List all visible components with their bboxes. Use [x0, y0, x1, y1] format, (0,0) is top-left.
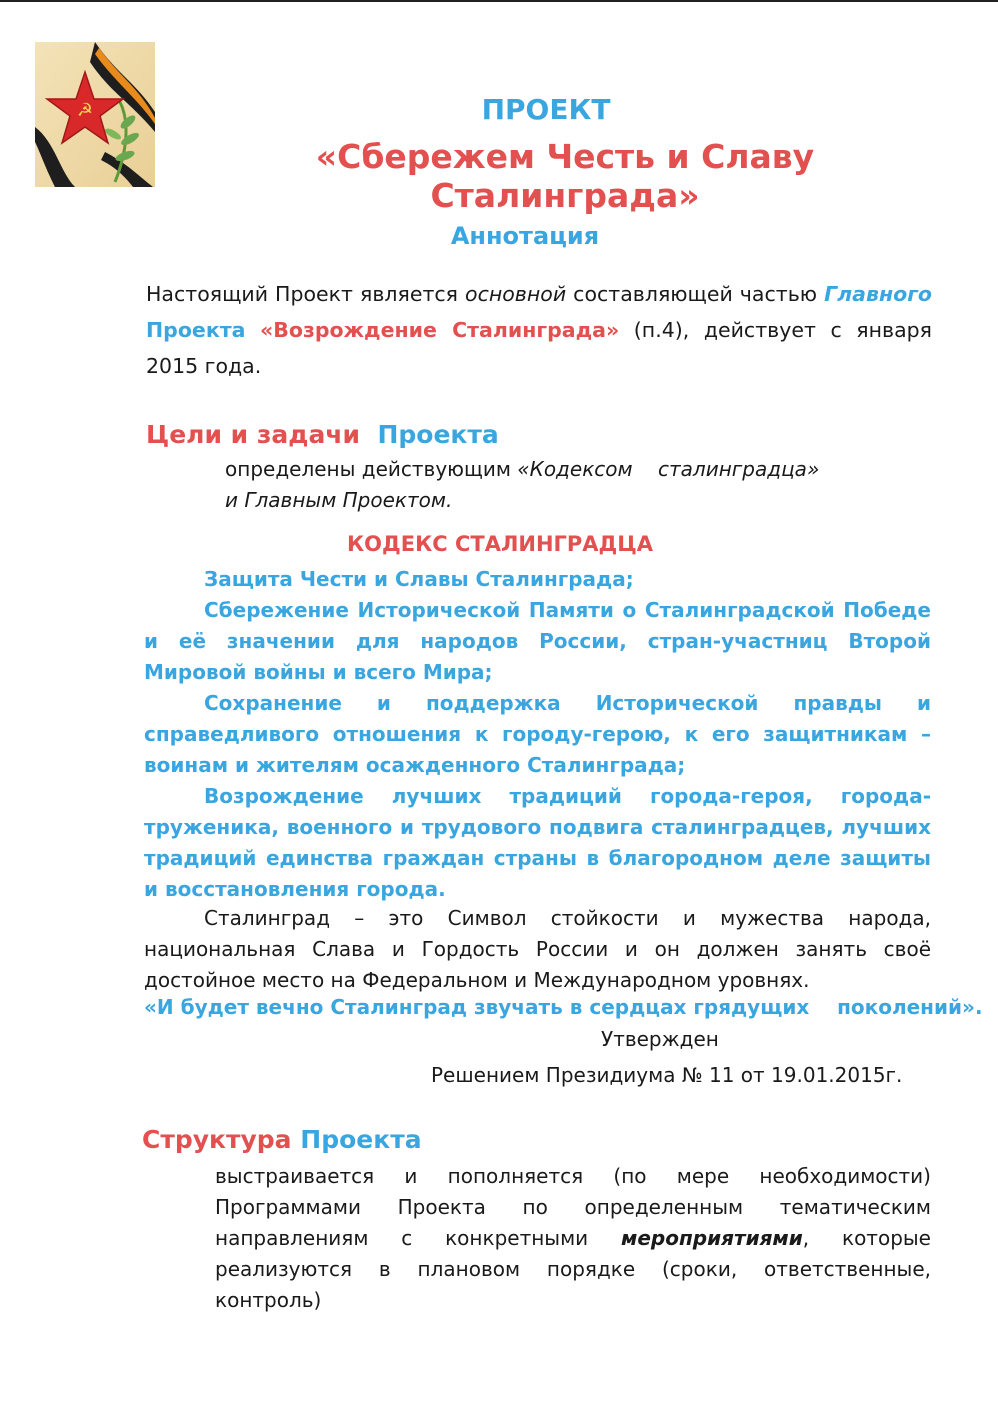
codex-item: Сбережение Исторической Памяти о Сталинградской Победе и её значении для народов России, стран-участниц Второй Мировой войны и всего Мира;: [144, 598, 931, 684]
approved-label: Утвержден: [601, 1027, 719, 1051]
quote-line: «И будет вечно Сталинград звучать в сердцах грядущих поколений».: [144, 995, 983, 1019]
codex-item: Сохранение и поддержка Исторической правды и справедливого отношения к городу-герою, к его защитникам – воинам и жителям осажденного Сталинграда;: [144, 691, 931, 777]
stalingrad-paragraph: Сталинград – это Символ стойкости и мужества народа, национальная Слава и Гордость России и он должен занять своё достойное место на Федеральном и Международном уровнях.: [144, 906, 931, 992]
red-star-emblem-icon: [35, 42, 155, 187]
codex-item: Защита Чести и Славы Сталинграда;: [204, 567, 634, 591]
svg-text:☭: ☭: [76, 100, 94, 121]
structure-text: выстраивается и пополняется (по мере необходимости) Программами Проекта по определенным тематическим направлениям с конкретными мероприятиями, которые реализуются в плановом порядке (сроки, ответственные, контроль): [215, 1164, 931, 1312]
top-border: [0, 0, 998, 2]
codex-heading: КОДЕКС СТАЛИНГРАДЦА: [347, 532, 653, 556]
project-title: «Сбережем Честь и Славу Сталинграда»: [315, 137, 815, 215]
codex-list: [144, 564, 931, 905]
codex-item: Возрождение лучших традиций города-героя, города-труженика, военного и трудового подвига сталинградцев, лучших традиций единства граждан страны в благородном деле защиты и восстановления города.: [144, 784, 931, 901]
annotation-paragraph: Настоящий Проект является основной составляющей частью Главного Проекта «Возрождение Сталинграда» (п.4), действует с января 2015 года.: [146, 282, 932, 378]
project-label: ПРОЕКТ: [481, 93, 611, 126]
annotation-heading: Аннотация: [450, 222, 600, 250]
goals-heading: Цели и задачи Проекта: [146, 420, 499, 449]
decision-line: Решением Президиума № 11 от 19.01.2015г.: [431, 1063, 903, 1087]
structure-heading: Структура Проекта: [142, 1125, 422, 1154]
goals-text: определены действующим «Кодексом сталинградца» и Главным Проектом.: [225, 457, 820, 512]
